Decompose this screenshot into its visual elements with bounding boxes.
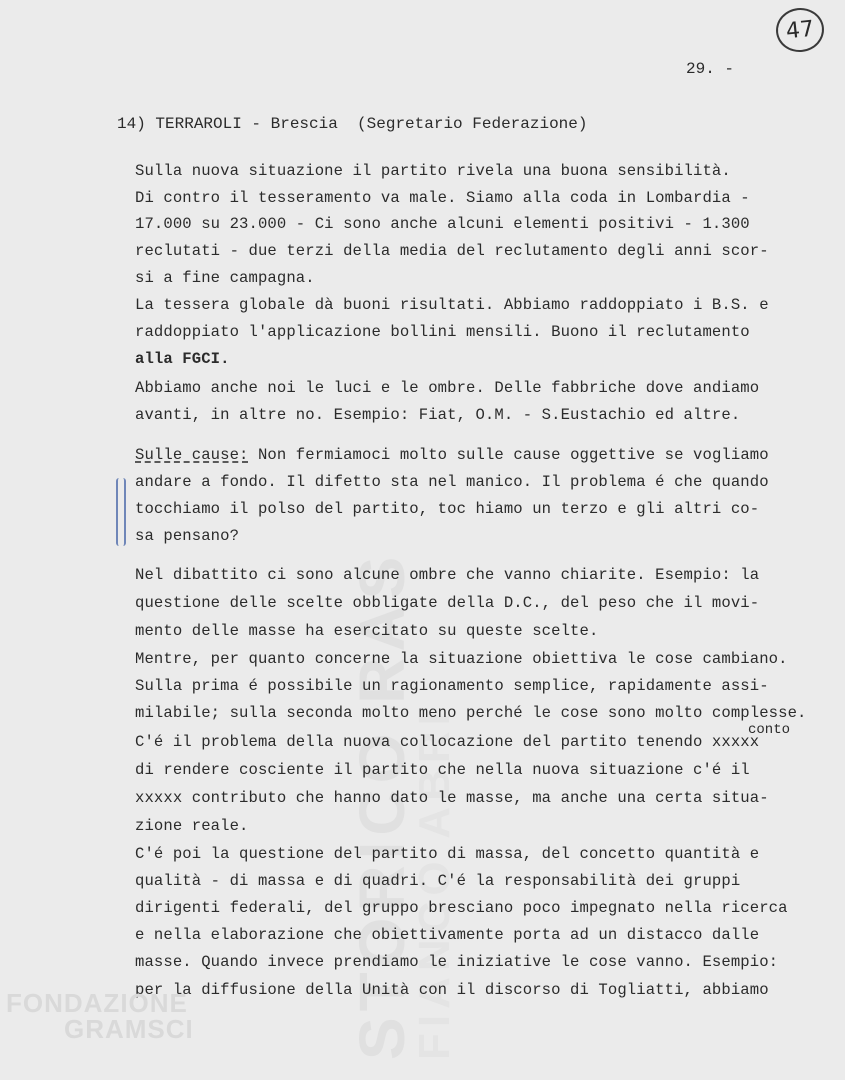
handwritten-insert: conto [748,722,791,738]
text-line: Sulla nuova situazione il partito rivela una buona sensibilità. [135,162,731,180]
text-line: per la diffusione della Unità con il discorso di Togliatti, abbiamo [135,981,769,999]
archive-watermark: STORICO RAS [346,550,418,1060]
text-line: Abbiamo anche noi le luci e le ombre. Delle fabbriche dove andiamo [135,379,760,397]
page-number: 29. - [686,60,735,78]
underlined-label: Sulle cause: [135,446,249,464]
archive-watermark-secondary: FIANCO ABRI [410,707,459,1060]
text-line: Di contro il tesseramento va male. Siamo alla coda in Lombardia - [135,189,750,207]
text-line: avanti, in altre no. Esempio: Fiat, O.M. - S.Eustachio ed altre. [135,406,741,424]
text-line: qualità - di massa e di quadri. C'é la responsabilità dei gruppi [135,872,741,890]
text-line: reclutati - due terzi della media del reclutamento degli anni scor- [135,242,769,260]
text-line: 17.000 su 23.000 - Ci sono anche alcuni elementi positivi - 1.300 [135,215,750,233]
margin-bracket-mark [116,478,126,546]
text-line: e nella elaborazione che obiettivamente porta ad un distacco dalle [135,926,760,944]
text-line: sa pensano? [135,527,240,545]
text-line: alla FGCI. [135,350,230,368]
text-line: Nel dibattito ci sono alcune ombre che vanno chiarite. Esempio: la [135,566,760,584]
text-line: andare a fondo. Il difetto sta nel manico. Il problema é che quando [135,473,769,491]
text-line: C'é poi la questione del partito di massa, del concetto quantità e [135,845,760,863]
text-line: C'é il problema della nuova collocazione del partito tenendo xxxxx [135,733,760,751]
archive-stamp-number: 47 [774,6,826,55]
text-line: masse. Quando invece prendiamo le iniziative le cose vanno. Esempio: [135,953,779,971]
logo-line-1: FONDAZIONE [6,988,188,1018]
text-line: zione reale. [135,817,249,835]
fondazione-gramsci-logo [6,990,194,1042]
text-line: raddoppiato l'applicazione bollini mensili. Buono il reclutamento [135,323,750,341]
text-line: Mentre, per quanto concerne la situazione obiettiva le cose cambiano. [135,650,788,668]
logo-line-2: GRAMSCI [64,1014,194,1044]
text-line: La tessera globale dà buoni risultati. Abbiamo raddoppiato i B.S. e [135,296,769,314]
text-line: mento delle masse ha esercitato su queste scelte. [135,622,599,640]
text-line: xxxxx contributo che hanno dato le masse, ma anche una certa situa- [135,789,769,807]
text-line: questione delle scelte obbligate della D.C., del peso che il movi- [135,594,760,612]
text-line: di rendere cosciente il partito che nella nuova situazione c'é il [135,761,750,779]
text-line: si a fine campagna. [135,269,315,287]
text-line: milabile; sulla seconda molto meno perché le cose sono molto complesse. [135,704,807,722]
text-line-rest: Non fermiamoci molto sulle cause oggettive se vogliamo [257,446,769,464]
text-line: Sulla prima é possibile un ragionamento semplice, rapidamente assi- [135,677,769,695]
section-heading: 14) TERRAROLI - Brescia (Segretario Federazione) [117,115,588,133]
text-line: dirigenti federali, del gruppo bresciano poco impegnato nella ricerca [135,899,788,917]
text-line [135,446,769,464]
text-line: tocchiamo il polso del partito, toc hiamo un terzo e gli altri co- [135,500,760,518]
